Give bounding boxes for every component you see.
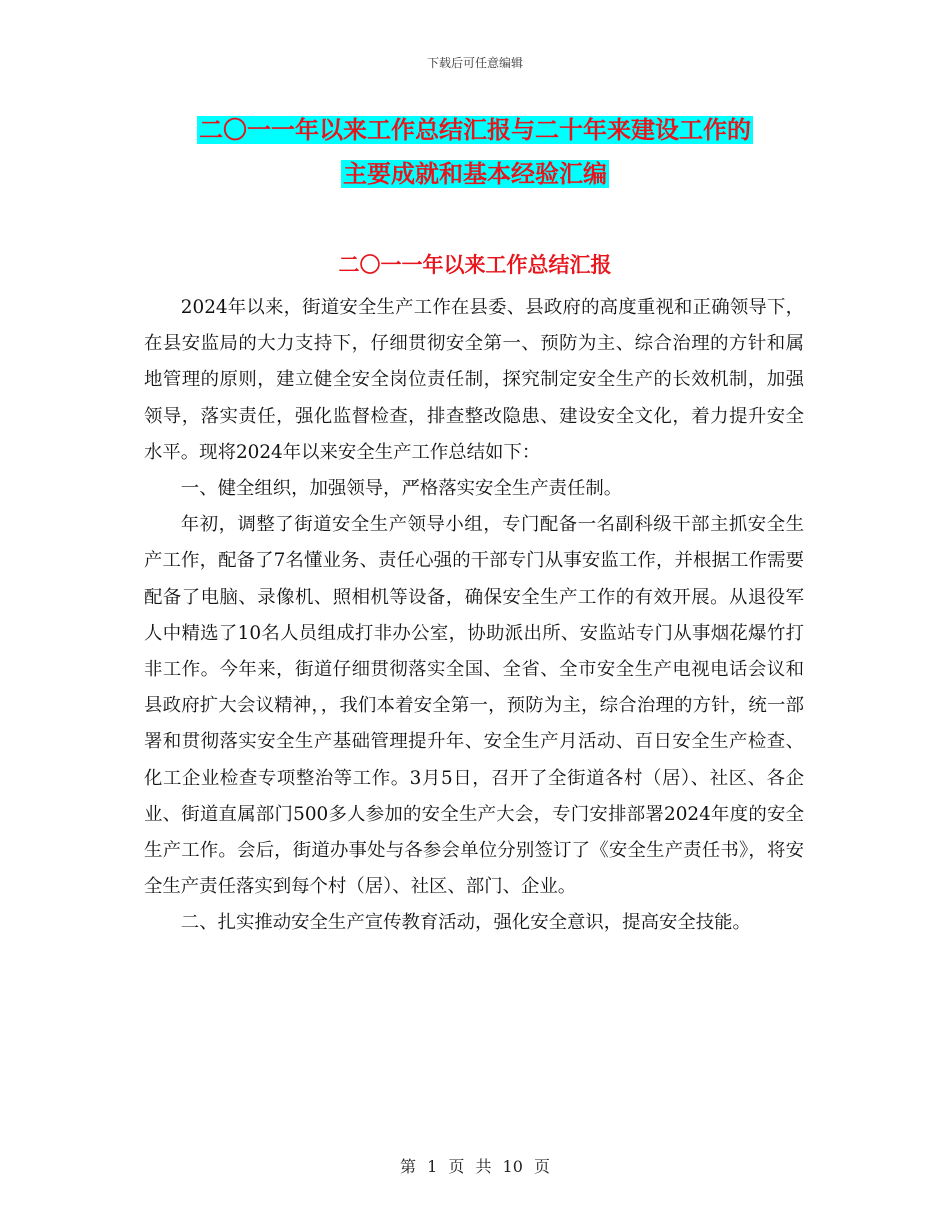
document-title-line-2 xyxy=(0,157,950,191)
title-highlight: 主要成就和基本经验汇编 xyxy=(343,160,607,188)
section-title: 二〇一一年以来工作总结汇报 xyxy=(338,253,612,277)
paragraph: 2024年以来，街道安全生产工作在县委、县政府的高度重视和正确领导下，在县安监局的大力支持下，仔细贯彻安全第一、预防为主、综合治理的方针和属地管理的原则，建立健全安全岗位责任制，探究制定安全生产的长效机制，加强领导，落实责任，强化监督检查，排查整改隐患、建设安全文化，着力提升安全水平。现将2024年以来安全生产工作总结如下： xyxy=(144,297,804,463)
paragraph: 年初，调整了街道安全生产领导小组，专门配备一名副科级干部主抓安全生产工作，配备了7名懂业务、责任心强的干部专门从事安监工作，并根据工作需要配备了电脑、录像机、照相机等设备，确保安全生产工作的有效开展。从退役军人中精选了10名人员组成打非办公室，协助派出所、安监站专门从事烟花爆竹打非工作。今年来，街道仔细贯彻落实全国、全省、全市安全生产电视电话会议和县政府扩大会议精神，，我们本着安全第一，预防为主，综合治理的方针，统一部署和贯彻落实安全生产基础管理提升年、安全生产月活动、百日安全生产检查、化工企业检查专项整治等工作。3月5日，召开了全街道各村（居）、社区、各企业、街道直属部门500多人参加的安全生产大会，专门安排部署2024年度的安全生产工作。会后，街道办事处与各参会单位分别签订了《安全生产责任书》，将安全生产责任落实到每个村（居）、社区、部门、企业。 xyxy=(144,514,804,898)
document-title-line-1 xyxy=(0,113,950,147)
paragraph: 一、健全组织，加强领导，严格落实安全生产责任制。 xyxy=(180,478,623,500)
page-footer: 第 1 页 共 10 页 xyxy=(400,1157,550,1176)
paragraph: 二、扎实推动安全生产宣传教育活动，强化安全意识，提高安全技能。 xyxy=(180,912,751,934)
header-note: 下载后可任意编辑 xyxy=(426,56,523,70)
body-text xyxy=(144,290,804,942)
title-highlight: 二〇一一年以来工作总结汇报与二十年来建设工作的 xyxy=(199,116,751,144)
